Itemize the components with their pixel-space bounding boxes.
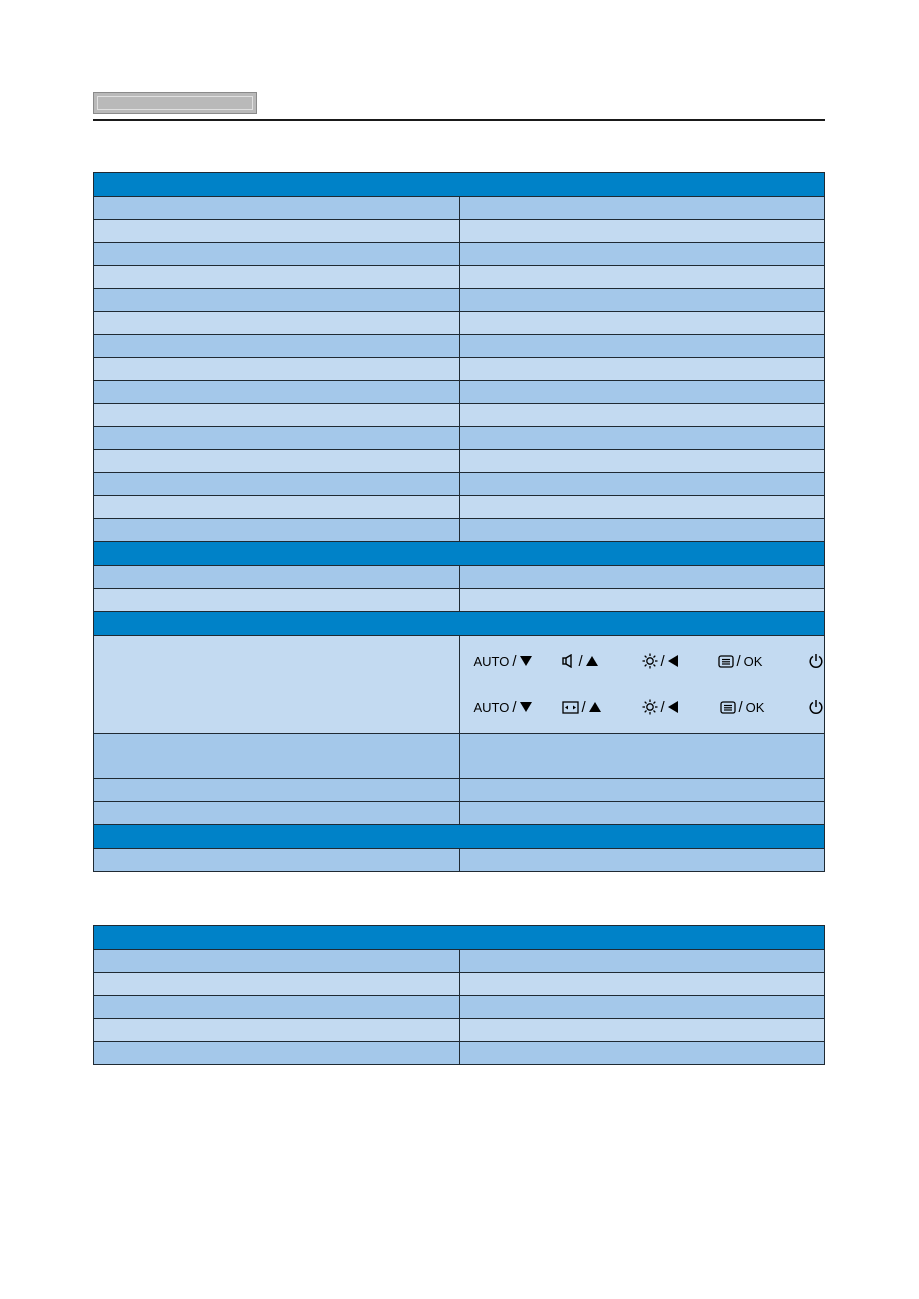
section-header-convenience (94, 612, 825, 636)
table-row (94, 1019, 825, 1042)
second-spec-table (93, 925, 825, 1065)
power-control (808, 699, 824, 715)
section-header-stand (94, 825, 825, 849)
table-row (94, 950, 825, 973)
table-row (94, 779, 825, 802)
table-row (94, 589, 825, 612)
power-control (808, 653, 824, 669)
table-row (94, 566, 825, 589)
auto-down-control: AUTO / (474, 699, 532, 716)
down-arrow-icon (520, 702, 532, 712)
control-icons-row-2 (460, 685, 825, 733)
header-rule (93, 119, 825, 121)
left-arrow-icon (668, 701, 678, 713)
spec-table (93, 172, 825, 872)
speaker-icon (562, 654, 576, 668)
control-icons-row-1 (460, 637, 825, 685)
table-row (94, 335, 825, 358)
table-row (94, 973, 825, 996)
brightness-icon (642, 699, 658, 715)
table-row (94, 450, 825, 473)
table-row (94, 734, 825, 779)
table-row (94, 220, 825, 243)
brightness-left-control: / (642, 699, 678, 716)
table-row (94, 496, 825, 519)
power-icon (808, 653, 824, 669)
up-arrow-icon (589, 702, 601, 712)
aspect-ratio-icon (562, 701, 579, 714)
table-row (94, 312, 825, 335)
table-row (94, 197, 825, 220)
section-header-connectivity (94, 542, 825, 566)
brightness-left-control: / (642, 653, 678, 670)
section-header-picture (94, 173, 825, 197)
table-row (94, 358, 825, 381)
table-row (94, 849, 825, 872)
table-row (94, 243, 825, 266)
aspect-up-control: / (562, 699, 601, 716)
control-buttons-row (94, 636, 825, 734)
table-row (94, 427, 825, 450)
down-arrow-icon (520, 656, 532, 666)
menu-icon (718, 655, 734, 668)
table-row (94, 266, 825, 289)
menu-ok-control: / OK (720, 699, 765, 716)
table-row (94, 802, 825, 825)
left-arrow-icon (668, 655, 678, 667)
power-icon (808, 699, 824, 715)
table-row (94, 1042, 825, 1065)
menu-icon (720, 701, 736, 714)
table-row (94, 381, 825, 404)
section-header-tab (93, 92, 257, 114)
section-header-power (94, 926, 825, 950)
table-row (94, 996, 825, 1019)
volume-up-control: / (562, 653, 598, 670)
table-row (94, 473, 825, 496)
table-row (94, 404, 825, 427)
auto-down-control: AUTO / (474, 653, 532, 670)
up-arrow-icon (586, 656, 598, 666)
brightness-icon (642, 653, 658, 669)
table-row (94, 289, 825, 312)
table-row (94, 519, 825, 542)
menu-ok-control: / OK (718, 653, 763, 670)
